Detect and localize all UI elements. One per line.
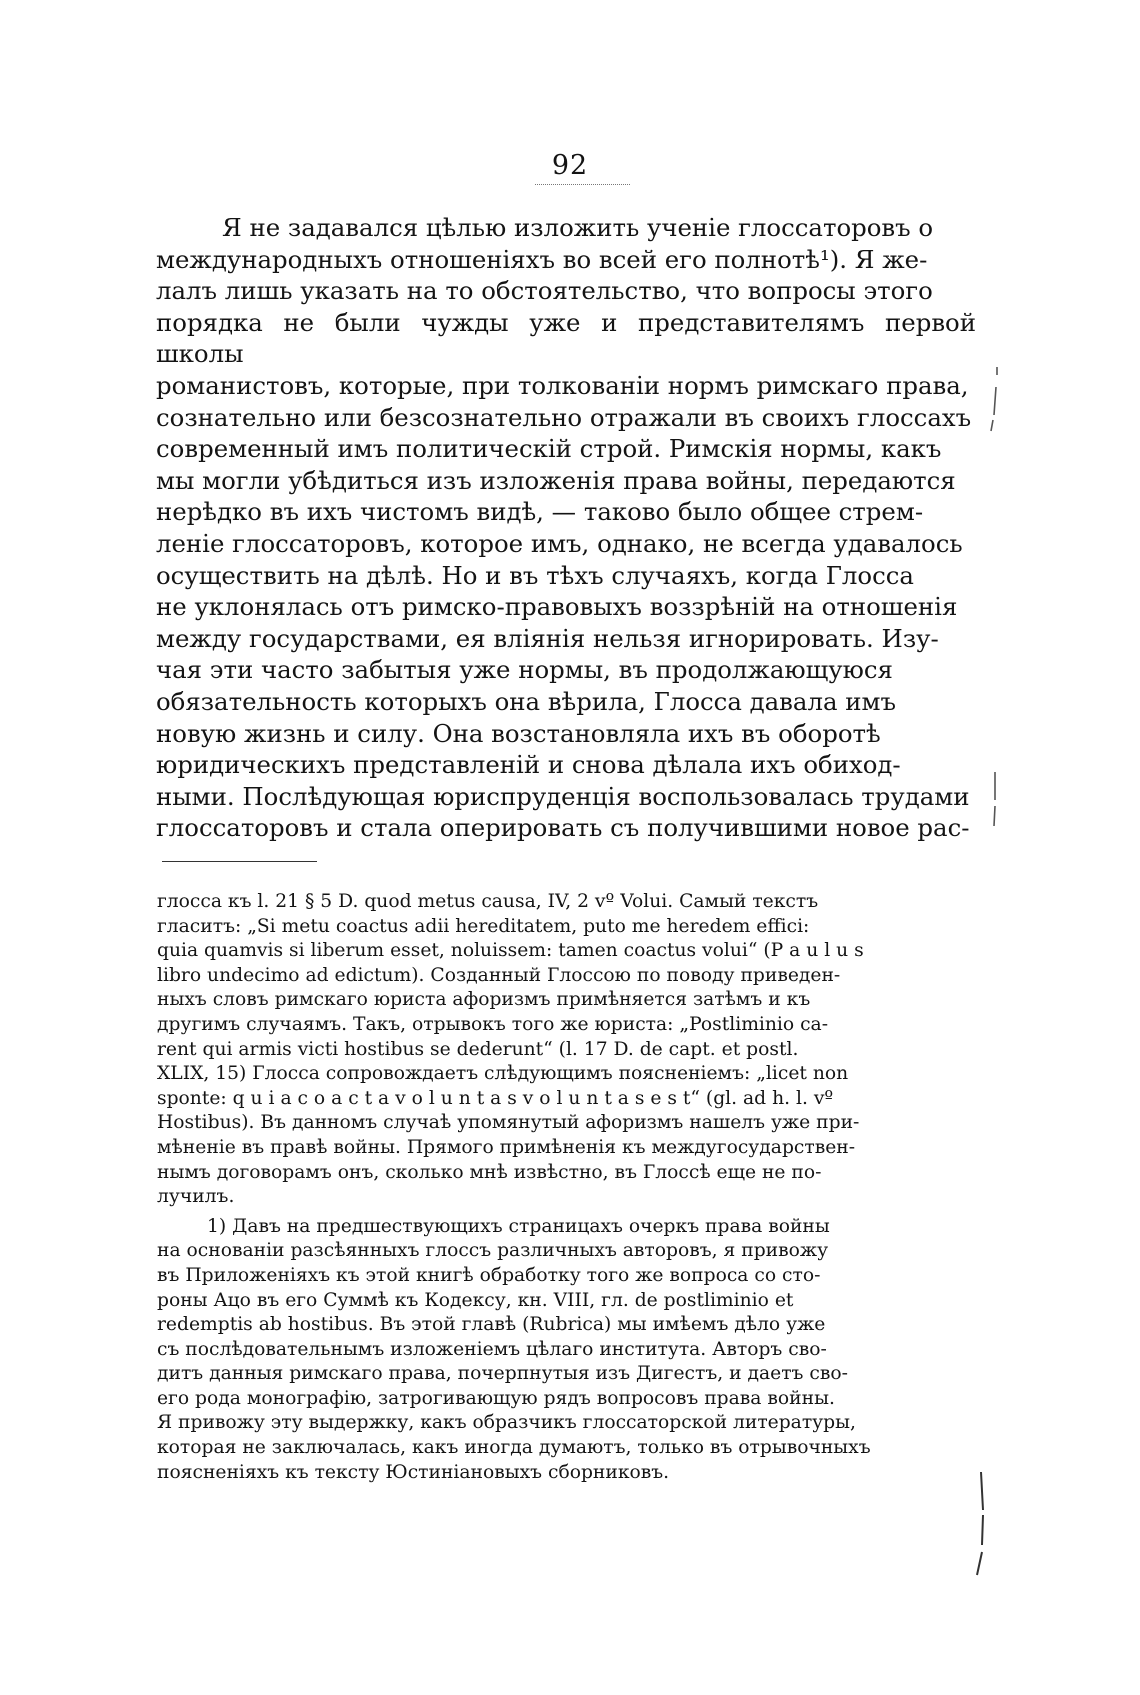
main-text-line: леніе глоссаторовъ, которое имъ, однако, не всегда удавалось <box>156 528 963 558</box>
footnote-line: нымъ договорамъ онъ, сколько мнѣ извѣстно, въ Глоссѣ еще не по- <box>157 1161 822 1183</box>
footnote-line: sponte: q u i a c o a c t a v o l u n t a s v o l u n t a s e s t“ (gl. ad h. l. vº <box>157 1087 834 1109</box>
footnote-line: которая не заключалась, какъ иногда думаютъ, только въ отрывочныхъ <box>157 1437 871 1459</box>
main-text-line: современный имъ политическій строй. Римскія нормы, какъ <box>156 434 942 464</box>
main-text-line: международныхъ отношеніяхъ во всей его полнотѣ¹). Я же- <box>156 244 928 274</box>
footnote-line: libro undecimo ad edictum). Созданный Глоссою по поводу приведен- <box>157 964 841 986</box>
main-text-line: между государствами, ея вліянія нельзя игнорировать. Изу- <box>156 623 939 653</box>
main-text <box>156 212 976 844</box>
main-text-line: осуществить на дѣлѣ. Но и въ тѣхъ случаяхъ, когда Глосса <box>156 560 914 590</box>
footnote-line: на основаніи разсѣянныхъ глоссъ различныхъ авторовъ, я привожу <box>157 1240 829 1262</box>
footnote-line: redemptis ab hostibus. Въ этой главѣ (Rubrica) мы имѣемъ дѣло уже <box>157 1314 826 1336</box>
main-text-line: мы могли убѣдиться изъ изложенія права войны, передаются <box>156 465 956 495</box>
main-text-line: ными. Послѣдующая юриспруденція воспользовалась трудами <box>156 781 970 811</box>
main-text-line: нерѣдко въ ихъ чистомъ видѣ, — таково было общее стрем- <box>156 497 924 527</box>
footnote-line: роны Ацо въ его Суммѣ къ Кодексу, кн. VIII, гл. de postliminio et <box>157 1289 794 1311</box>
footnote-line: его рода монографію, затрогивающую рядъ вопросовъ права войны. <box>157 1387 835 1409</box>
footnote-line: другимъ случаямъ. Такъ, отрывокъ того же юриста: „Postliminio ca- <box>157 1013 829 1035</box>
footnote-line: поясненіяхъ къ тексту Юстиніановыхъ сборниковъ. <box>157 1461 670 1483</box>
footnote-line: rent qui armis victi hostibus se dederunt“ (l. 17 D. de capt. et postl. <box>157 1038 799 1060</box>
footnotes <box>157 890 967 1485</box>
footnote-line: Hostibus). Въ данномъ случаѣ упомянутый афоризмъ нашелъ уже при- <box>157 1112 860 1134</box>
main-text-line: романистовъ, которые, при толкованіи нормъ римскаго права, <box>156 370 969 400</box>
footnote-line: ныхъ словъ римскаго юриста афоризмъ примѣняется затѣмъ и къ <box>157 989 811 1011</box>
main-text-line: не уклонялась отъ римско-правовыхъ воззрѣній на отношенія <box>156 592 958 622</box>
footnote-line: мѣненіе въ правѣ войны. Прямого примѣненія къ междугосударствен- <box>157 1136 856 1158</box>
main-text-line: чая эти часто забытыя уже нормы, въ продолжающуюся <box>156 655 893 685</box>
main-text-line: новую жизнь и силу. Она возстановляла ихъ въ оборотѣ <box>156 718 881 748</box>
footnote-line: съ послѣдовательнымъ изложеніемъ цѣлаго института. Авторъ сво- <box>157 1338 827 1360</box>
footnote-line: quia quamvis si liberum esset, noluissem: tamen coactus volui“ (P a u l u s <box>157 940 864 962</box>
main-text-line: Я не задавался цѣлью изложить ученіе глоссаторовъ о <box>222 213 934 242</box>
main-text-line: лалъ лишь указать на то обстоятельство, что вопросы этого <box>156 276 933 306</box>
footnote-line: глосса къ l. 21 § 5 D. quod metus causa, IV, 2 vº Volui. Самый текстъ <box>157 891 819 912</box>
main-text-line: сознательно или безсознательно отражали въ своихъ глоссахъ <box>156 402 972 432</box>
main-text-line: обязательность которыхъ она вѣрила, Глосса давала имъ <box>156 686 896 716</box>
margin-mark <box>985 365 1005 435</box>
footnote-continuation <box>157 890 967 1210</box>
footnote-line: 1) Давъ на предшествующихъ страницахъ очеркъ права войны <box>207 1215 830 1237</box>
page-number: 92 <box>551 150 589 181</box>
footnote-line: въ Приложеніяхъ къ этой книгѣ обработку того же вопроса со сто- <box>157 1264 821 1286</box>
page-number-rule <box>535 184 630 185</box>
footnote-1 <box>157 1215 967 1486</box>
main-text-line: порядка не были чужды уже и представителямъ первой школы <box>156 307 976 369</box>
main-text-line: юридическихъ представленій и снова дѣлала ихъ обиход- <box>156 750 901 780</box>
main-text-line: глоссаторовъ и стала оперировать съ получившими новое рас- <box>156 813 970 843</box>
footnote-line: XLIX, 15) Глосса сопровождаетъ слѣдующимъ поясненіемъ: „licet non <box>157 1063 849 1085</box>
margin-mark <box>985 770 1005 830</box>
footnote-separator <box>162 861 317 862</box>
footnote-line: лучилъ. <box>157 1186 235 1208</box>
margin-mark <box>972 1470 992 1580</box>
footnote-line: гласитъ: „Si metu coactus adii hereditatem, puto me heredem effici: <box>157 915 810 937</box>
footnote-line: дитъ данныя римскаго права, почерпнутыя изъ Дигестъ, и даетъ сво- <box>157 1363 848 1385</box>
footnote-line: Я привожу эту выдержку, какъ образчикъ глоссаторской литературы, <box>157 1412 856 1434</box>
